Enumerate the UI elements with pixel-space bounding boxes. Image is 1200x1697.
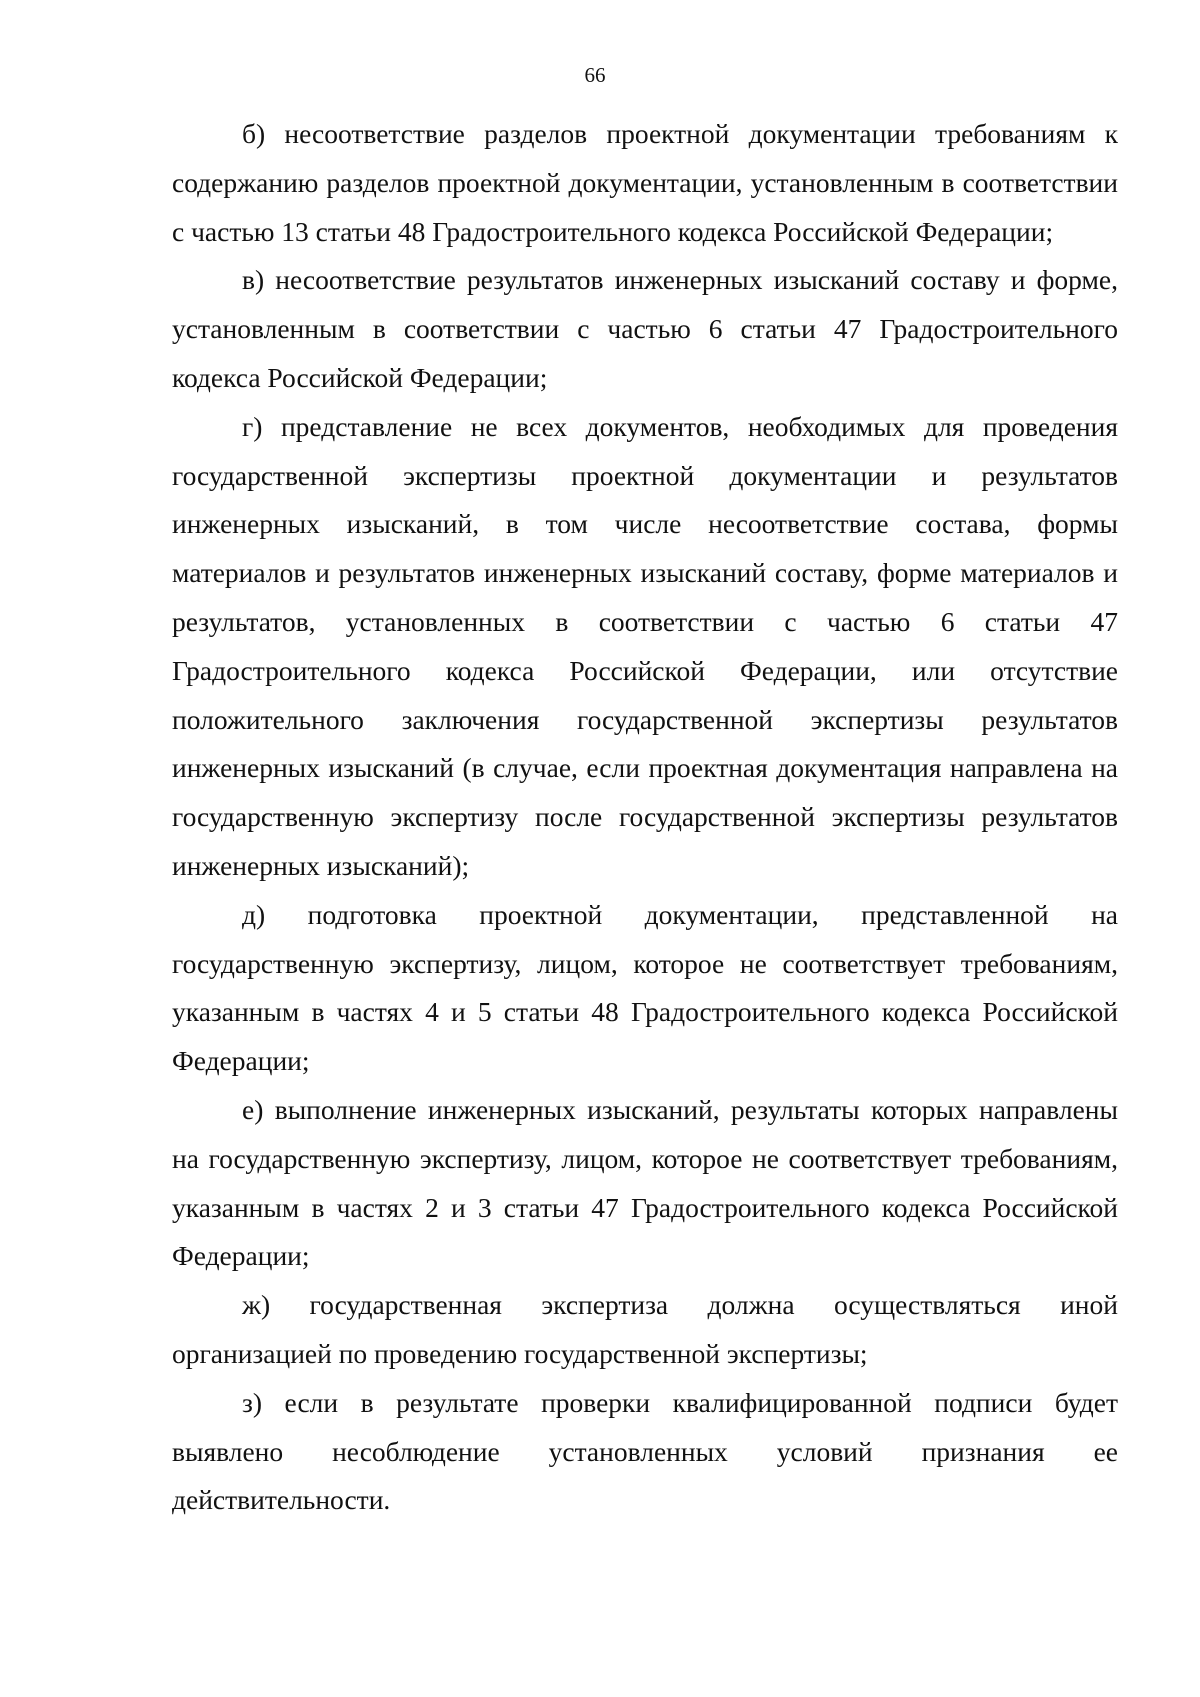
list-item-d: д) подготовка проектной документации, представленной на государственную экспертизу, лицом, которое не соответствует требованиям, указанным в частях 4 и 5 статьи 48 Градостроительного кодекса Российской Федерации; <box>172 898 1118 1077</box>
list-item-zh: ж) государственная экспертиза должна осуществляться иной организацией по проведению государственной экспертизы; <box>172 1289 1118 1369</box>
list-item-e: е) выполнение инженерных изысканий, результаты которых направлены на государственную экспертизу, лицом, которое не соответствует требованиям, указанным в частях 2 и 3 статьи 47 Градостроительного кодекса Российской Федерации; <box>172 1093 1118 1272</box>
page-number: 66 <box>584 63 606 87</box>
document-body <box>172 110 1118 1525</box>
list-item-v: в) несоответствие результатов инженерных изысканий составу и форме, установленным в соответствии с частью 6 статьи 47 Градостроительного кодекса Российской Федерации; <box>172 264 1118 393</box>
list-item-b: б) несоответствие разделов проектной документации требованиям к содержанию разделов проектной документации, установленным в соответствии с частью 13 статьи 48 Градостроительного кодекса Российской Федерации; <box>172 118 1118 247</box>
list-item-z: з) если в результате проверки квалифицированной подписи будет выявлено несоблюдение установленных условий признания ее действительности. <box>172 1386 1118 1516</box>
list-item-g: г) представление не всех документов, необходимых для проведения государственной экспертизы проектной документации и результатов инженерных изысканий, в том числе несоответствие состава, формы материалов и результатов инженерных изысканий составу, форме материалов и результатов, установленных в соответствии с частью 6 статьи 47 Градостроительного кодекса Российской Федерации, или отсутствие положительного заключения государственной экспертизы результатов инженерных изысканий (в случае, если проектная документация направлена на государственную экспертизу после государственной экспертизы результатов инженерных изысканий); <box>172 410 1118 881</box>
